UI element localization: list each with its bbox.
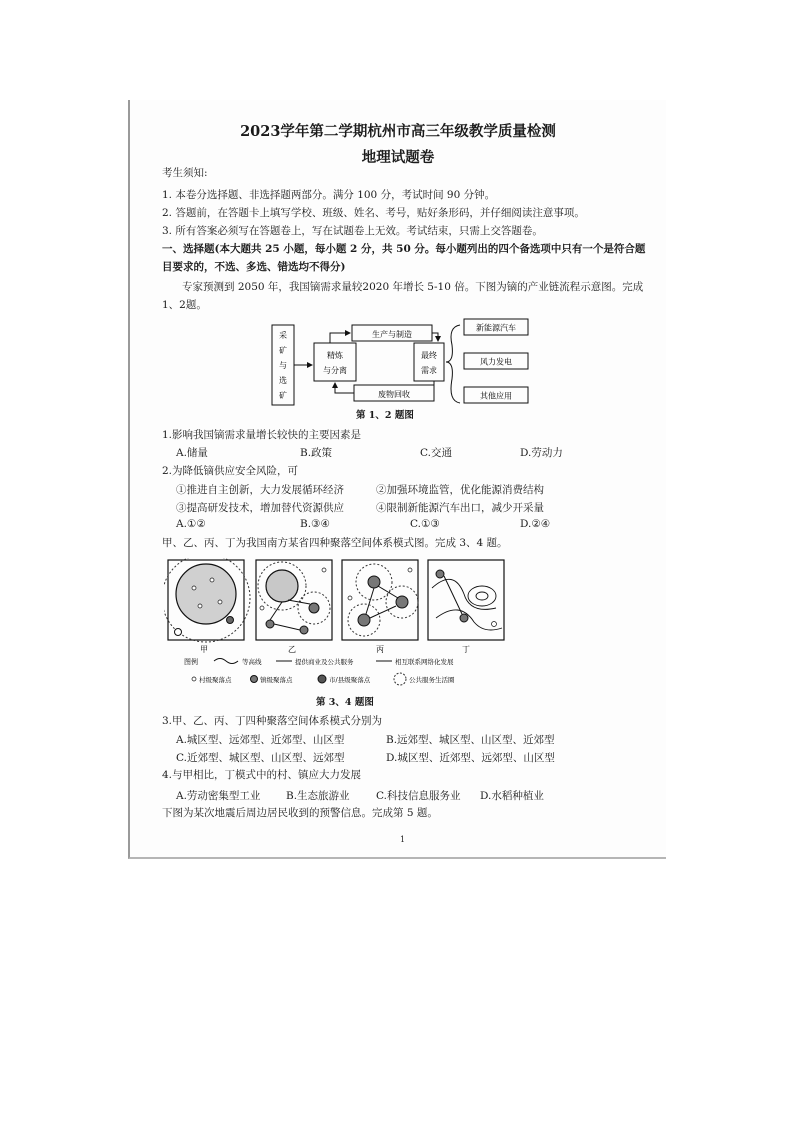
legend-item: 市/县级聚落点 [329, 676, 371, 684]
q4-option-d: D.水稻种植业 [480, 790, 544, 802]
q1-option-b: B.政策 [300, 447, 333, 459]
q2-choice-1: ①推进自主创新，大力发展循环经济 [176, 484, 344, 496]
mining-char: 采 [279, 331, 287, 340]
panel-label: 丁 [462, 645, 470, 654]
settlement-pattern-figure [164, 558, 514, 688]
section-heading-line1: 一、选择题(本大题共 25 小题，每小题 2 分，共 50 分。每小题列出的四个备选项中只有一个是符合题 [162, 243, 646, 255]
settlement-caption: 第 3、4 题图 [316, 697, 374, 708]
q3-option-a: A.城区型、远郊型、近郊型、山区型 [176, 734, 345, 746]
refine-label: 精炼 [327, 351, 343, 360]
legend-title: 图例 [184, 658, 198, 666]
exam-title: 2023学年第二学期杭州市高三年级教学质量检测 [240, 123, 556, 140]
use-label: 新能源汽车 [476, 323, 516, 333]
q4-option-c: C.科技信息服务业 [376, 790, 461, 802]
q1-option-c: C.交通 [420, 447, 452, 459]
intro-q12-line1: 专家预测到 2050 年，我国镝需求量较2020 年增长 5-10 倍。下图为镝的产业链流程示意图。完成 [182, 281, 644, 293]
use-label: 风力发电 [480, 357, 512, 367]
mining-char: 矿 [279, 391, 287, 400]
notice-item-2: 2. 答题前，在答题卡上填写学校、班级、姓名、考号，贴好条形码，并仔细阅读注意事项。 [162, 207, 585, 219]
q4-stem: 4.与甲相比，丁模式中的村、镇应大力发展 [162, 769, 362, 781]
intro-q12-line2: 1、2题。 [162, 299, 207, 311]
demand-label: 需求 [421, 366, 437, 375]
notice-item-1: 1. 本卷分选择题、非选择题两部分。满分 100 分，考试时间 90 分钟。 [162, 189, 496, 201]
q3-option-b: B.远郊型、城区型、山区型、近郊型 [386, 734, 555, 746]
q2-option-b: B.③④ [300, 518, 330, 530]
produce-label: 生产与制造 [372, 330, 412, 339]
notice-item-3: 3. 所有答案必须写在答题卷上，写在试题卷上无效。考试结束，只需上交答题卷。 [162, 225, 543, 237]
q1-stem: 1.影响我国镝需求量增长较快的主要因素是 [162, 429, 362, 441]
q1-option-d: D.劳动力 [520, 447, 563, 459]
recycle-label: 废物回收 [378, 390, 410, 399]
panel-label: 甲 [200, 645, 208, 654]
q2-choice-4: ④限制新能源汽车出口，减少开采量 [376, 502, 544, 514]
panel-ding [428, 560, 504, 640]
section-heading-line2: 目要求的，不选、多选、错选均不得分) [162, 261, 346, 273]
page-number: 1 [400, 835, 406, 844]
mining-char: 矿 [279, 346, 287, 355]
demand-box [414, 343, 444, 381]
refine-label: 与分离 [323, 366, 347, 375]
q2-choice-3: ③提高研发技术，增加替代资源供应 [176, 502, 344, 514]
q3-stem: 3.甲、乙、丙、丁四种聚落空间体系模式分别为 [162, 715, 383, 727]
q1-option-a: A.储量 [176, 447, 208, 459]
intro-q34: 甲、乙、丙、丁为我国南方某省四种聚落空间体系模式图。完成 3、4 题。 [162, 537, 508, 549]
mining-char: 与 [279, 361, 287, 370]
panel-label: 乙 [288, 645, 296, 654]
q2-option-d: D.②④ [520, 518, 551, 530]
q3-option-c: C.近郊型、城区型、山区型、远郊型 [176, 752, 345, 764]
intro-q5: 下图为某次地震后周边居民收到的预警信息。完成第 5 题。 [162, 807, 438, 819]
refine-box [314, 343, 356, 381]
legend-item: 提供商业及公共服务 [295, 658, 354, 666]
demand-label: 最终 [421, 351, 437, 360]
q2-choice-2: ②加强环境监管，优化能源消费结构 [376, 484, 544, 496]
q2-stem: 2.为降低镝供应安全风险，可 [162, 465, 299, 477]
notice-heading: 考生须知: [162, 167, 208, 179]
q4-option-a: A.劳动密集型工业 [176, 790, 261, 802]
legend-item: 村级聚落点 [199, 676, 232, 684]
panel-label: 丙 [376, 645, 384, 654]
legend-item: 相互联系网络化发展 [395, 658, 454, 666]
q3-option-d: D.城区型、近郊型、远郊型、山区型 [386, 752, 555, 764]
q2-option-a: A.①② [176, 518, 206, 530]
q4-option-b: B.生态旅游业 [286, 790, 350, 802]
panel-jia [164, 558, 250, 642]
exam-page [128, 100, 666, 859]
legend-item: 公共服务生活圈 [409, 676, 455, 684]
exam-subtitle: 地理试题卷 [361, 149, 435, 166]
q2-option-c: C.①③ [410, 518, 440, 530]
flowchart-caption: 第 1、2 题图 [356, 410, 414, 421]
panel-yi [256, 560, 332, 640]
legend-item: 等高线 [242, 658, 262, 666]
mining-char: 选 [279, 376, 287, 385]
legend-item: 镇级聚落点 [260, 676, 293, 684]
use-label: 其他应用 [480, 391, 512, 401]
panel-bing [342, 560, 418, 640]
